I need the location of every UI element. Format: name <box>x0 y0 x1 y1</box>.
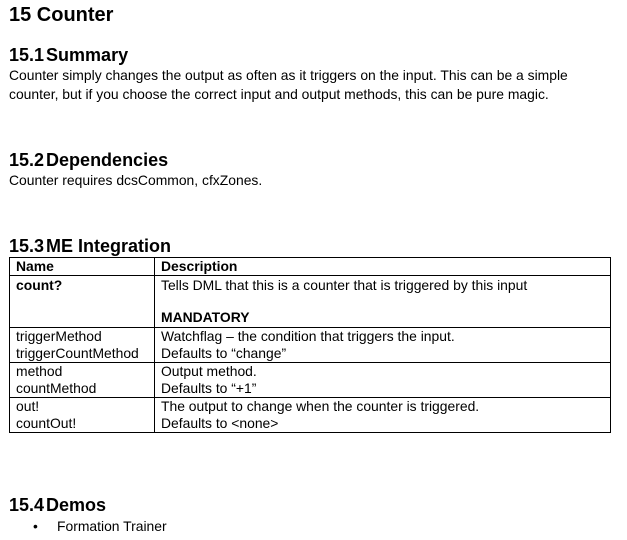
me-integration-heading <box>9 235 171 257</box>
table-header-name: Name <box>10 258 155 276</box>
table-cell-description <box>155 363 611 398</box>
attribute-name: method <box>16 363 63 379</box>
attribute-name-alias: countOut! <box>16 415 77 431</box>
table-row <box>10 398 611 433</box>
table-cell-description <box>155 328 611 363</box>
bullet-icon: • <box>33 518 38 534</box>
summary-paragraph <box>9 66 614 104</box>
table-cell-name <box>10 276 155 328</box>
dependencies-heading-number: 15.2 <box>9 150 45 170</box>
dependencies-text: Counter requires dcsCommon, cfxZones. <box>9 172 263 188</box>
table-cell-name <box>10 363 155 398</box>
attribute-name-alias: triggerCountMethod <box>16 345 139 361</box>
table-row <box>10 276 611 328</box>
attribute-default: Defaults to “+1” <box>161 380 257 396</box>
demos-heading-number: 15.4 <box>9 495 45 515</box>
table-cell-name <box>10 398 155 433</box>
table-header-row <box>10 258 611 276</box>
attribute-name: count? <box>16 277 63 293</box>
summary-heading <box>9 44 128 66</box>
summary-heading-text: Summary <box>46 45 129 65</box>
dependencies-heading <box>9 149 168 171</box>
attribute-name: out! <box>16 398 40 414</box>
chapter-title: 15 Counter <box>9 4 114 26</box>
attribute-description: Output method. <box>161 363 257 379</box>
mandatory-label: MANDATORY <box>161 309 250 325</box>
table-cell-name <box>10 328 155 363</box>
summary-line: counter, but if you choose the correct input and output methods, this can be pure magic. <box>9 86 549 102</box>
summary-line: Counter simply changes the output as often as it triggers on the input. This can be a simple <box>9 67 568 83</box>
summary-heading-number: 15.1 <box>9 45 45 65</box>
me-integration-heading-text: ME Integration <box>46 236 172 256</box>
attribute-default: Defaults to <none> <box>161 415 279 431</box>
attribute-description: Tells DML that this is a counter that is triggered by this input <box>161 277 528 293</box>
table-cell-description <box>155 276 611 328</box>
list-item <box>9 517 167 536</box>
table-header-description: Description <box>155 258 611 276</box>
attribute-description: Watchflag – the condition that triggers the input. <box>161 328 455 344</box>
dependencies-heading-text: Dependencies <box>46 150 169 170</box>
attribute-default: Defaults to “change” <box>161 345 287 361</box>
attribute-description: The output to change when the counter is triggered. <box>161 398 480 414</box>
demos-heading <box>9 494 106 516</box>
me-integration-table <box>9 257 611 433</box>
demos-heading-text: Demos <box>46 495 107 515</box>
demos-list <box>9 517 167 536</box>
me-integration-heading-number: 15.3 <box>9 236 45 256</box>
attribute-name: triggerMethod <box>16 328 102 344</box>
table-row <box>10 328 611 363</box>
attribute-name-alias: countMethod <box>16 380 97 396</box>
demo-item-label: Formation Trainer <box>57 518 167 534</box>
dependencies-paragraph <box>9 171 614 190</box>
table-row <box>10 363 611 398</box>
table-cell-description <box>155 398 611 433</box>
